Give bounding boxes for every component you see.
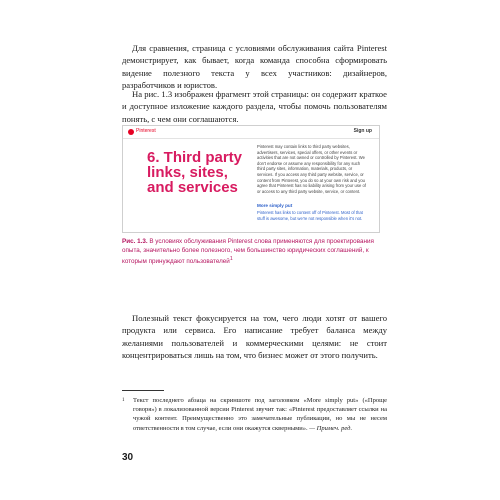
figure-more-simply-put: More simply put	[257, 203, 293, 208]
footnote-mark: 1	[122, 398, 125, 403]
figure-heading: 6. Third party links, sites, and services	[147, 149, 243, 196]
footnote-divider	[122, 390, 164, 391]
footnote-editor-note: — Примеч. ред.	[307, 424, 353, 432]
pinterest-logo-icon	[128, 129, 134, 135]
footnote-text: Текст последнего абзаца на скриншоте под заголовком «More simply put» («Проще говоря») в локализованной версии Pinterest звучит так: «Pinterest предоставляет ссылки на чужой контент. Преимущественно это замечательные публикации, но мы не несем ответственности в том случае, если они окажутся скверными».	[133, 397, 387, 432]
body-paragraph-2: На рис. 1.3 изображен фрагмент этой страницы: он содержит краткое и доступное изложение каждого раздела, чтобы помочь пользователям понять, с чем они соглашаются.	[122, 89, 387, 124]
caption-label: Рис. 1.3.	[122, 238, 148, 245]
body-paragraph-1: Для сравнения, страница с условиями обслуживания сайта Pinterest демонстрирует, как бывает, когда команда способна сформировать видение полезного текста у всех участников: дизайнеров, разработчиков и юристов.	[122, 43, 387, 90]
figure-signup-link: Sign up	[353, 128, 372, 134]
figure-more-simply-body: Pinterest has links to content off of Pinterest. Most of that stuff is awesome, but we're not responsible when it's not.	[257, 210, 363, 221]
footnote	[122, 396, 387, 433]
body-paragraph-3: Полезный текст фокусируется на том, чего люди хотят от вашего продукта или сервиса. Его написание требует баланса между желаниями пользователей и коммерческими целями: не стоит концентрироваться лишь на том, что бизнес может от этого получить.	[122, 313, 387, 360]
caption-text: В условиях обслуживания Pinterest слова применяются для проектирования опыта, значительно более полезного, чем большинство юридических соглашений, к которым принуждают пользователей	[122, 238, 374, 266]
page-number: 30	[122, 452, 134, 463]
figure-brand: Pinterest	[136, 128, 156, 134]
pinterest-screenshot-figure	[122, 125, 380, 233]
caption-footnote-mark: 1	[229, 256, 233, 263]
figure-top-bar	[123, 126, 379, 139]
footnote-text-block	[122, 396, 387, 433]
figure-caption	[122, 238, 387, 267]
figure-body-text: Pinterest may contain links to third party websites, advertisers, services, special offers, or other events or activities that are not owned or controlled by Pinterest. We don't endorse or assume any responsibility for any such third party sites, information, materials, products, or services. If you access any third party website, service, or content from Pinterest, you do so at your own risk and you agree that Pinterest has no liability arising from your use of or access to any third party website, service, or content.	[257, 144, 366, 194]
